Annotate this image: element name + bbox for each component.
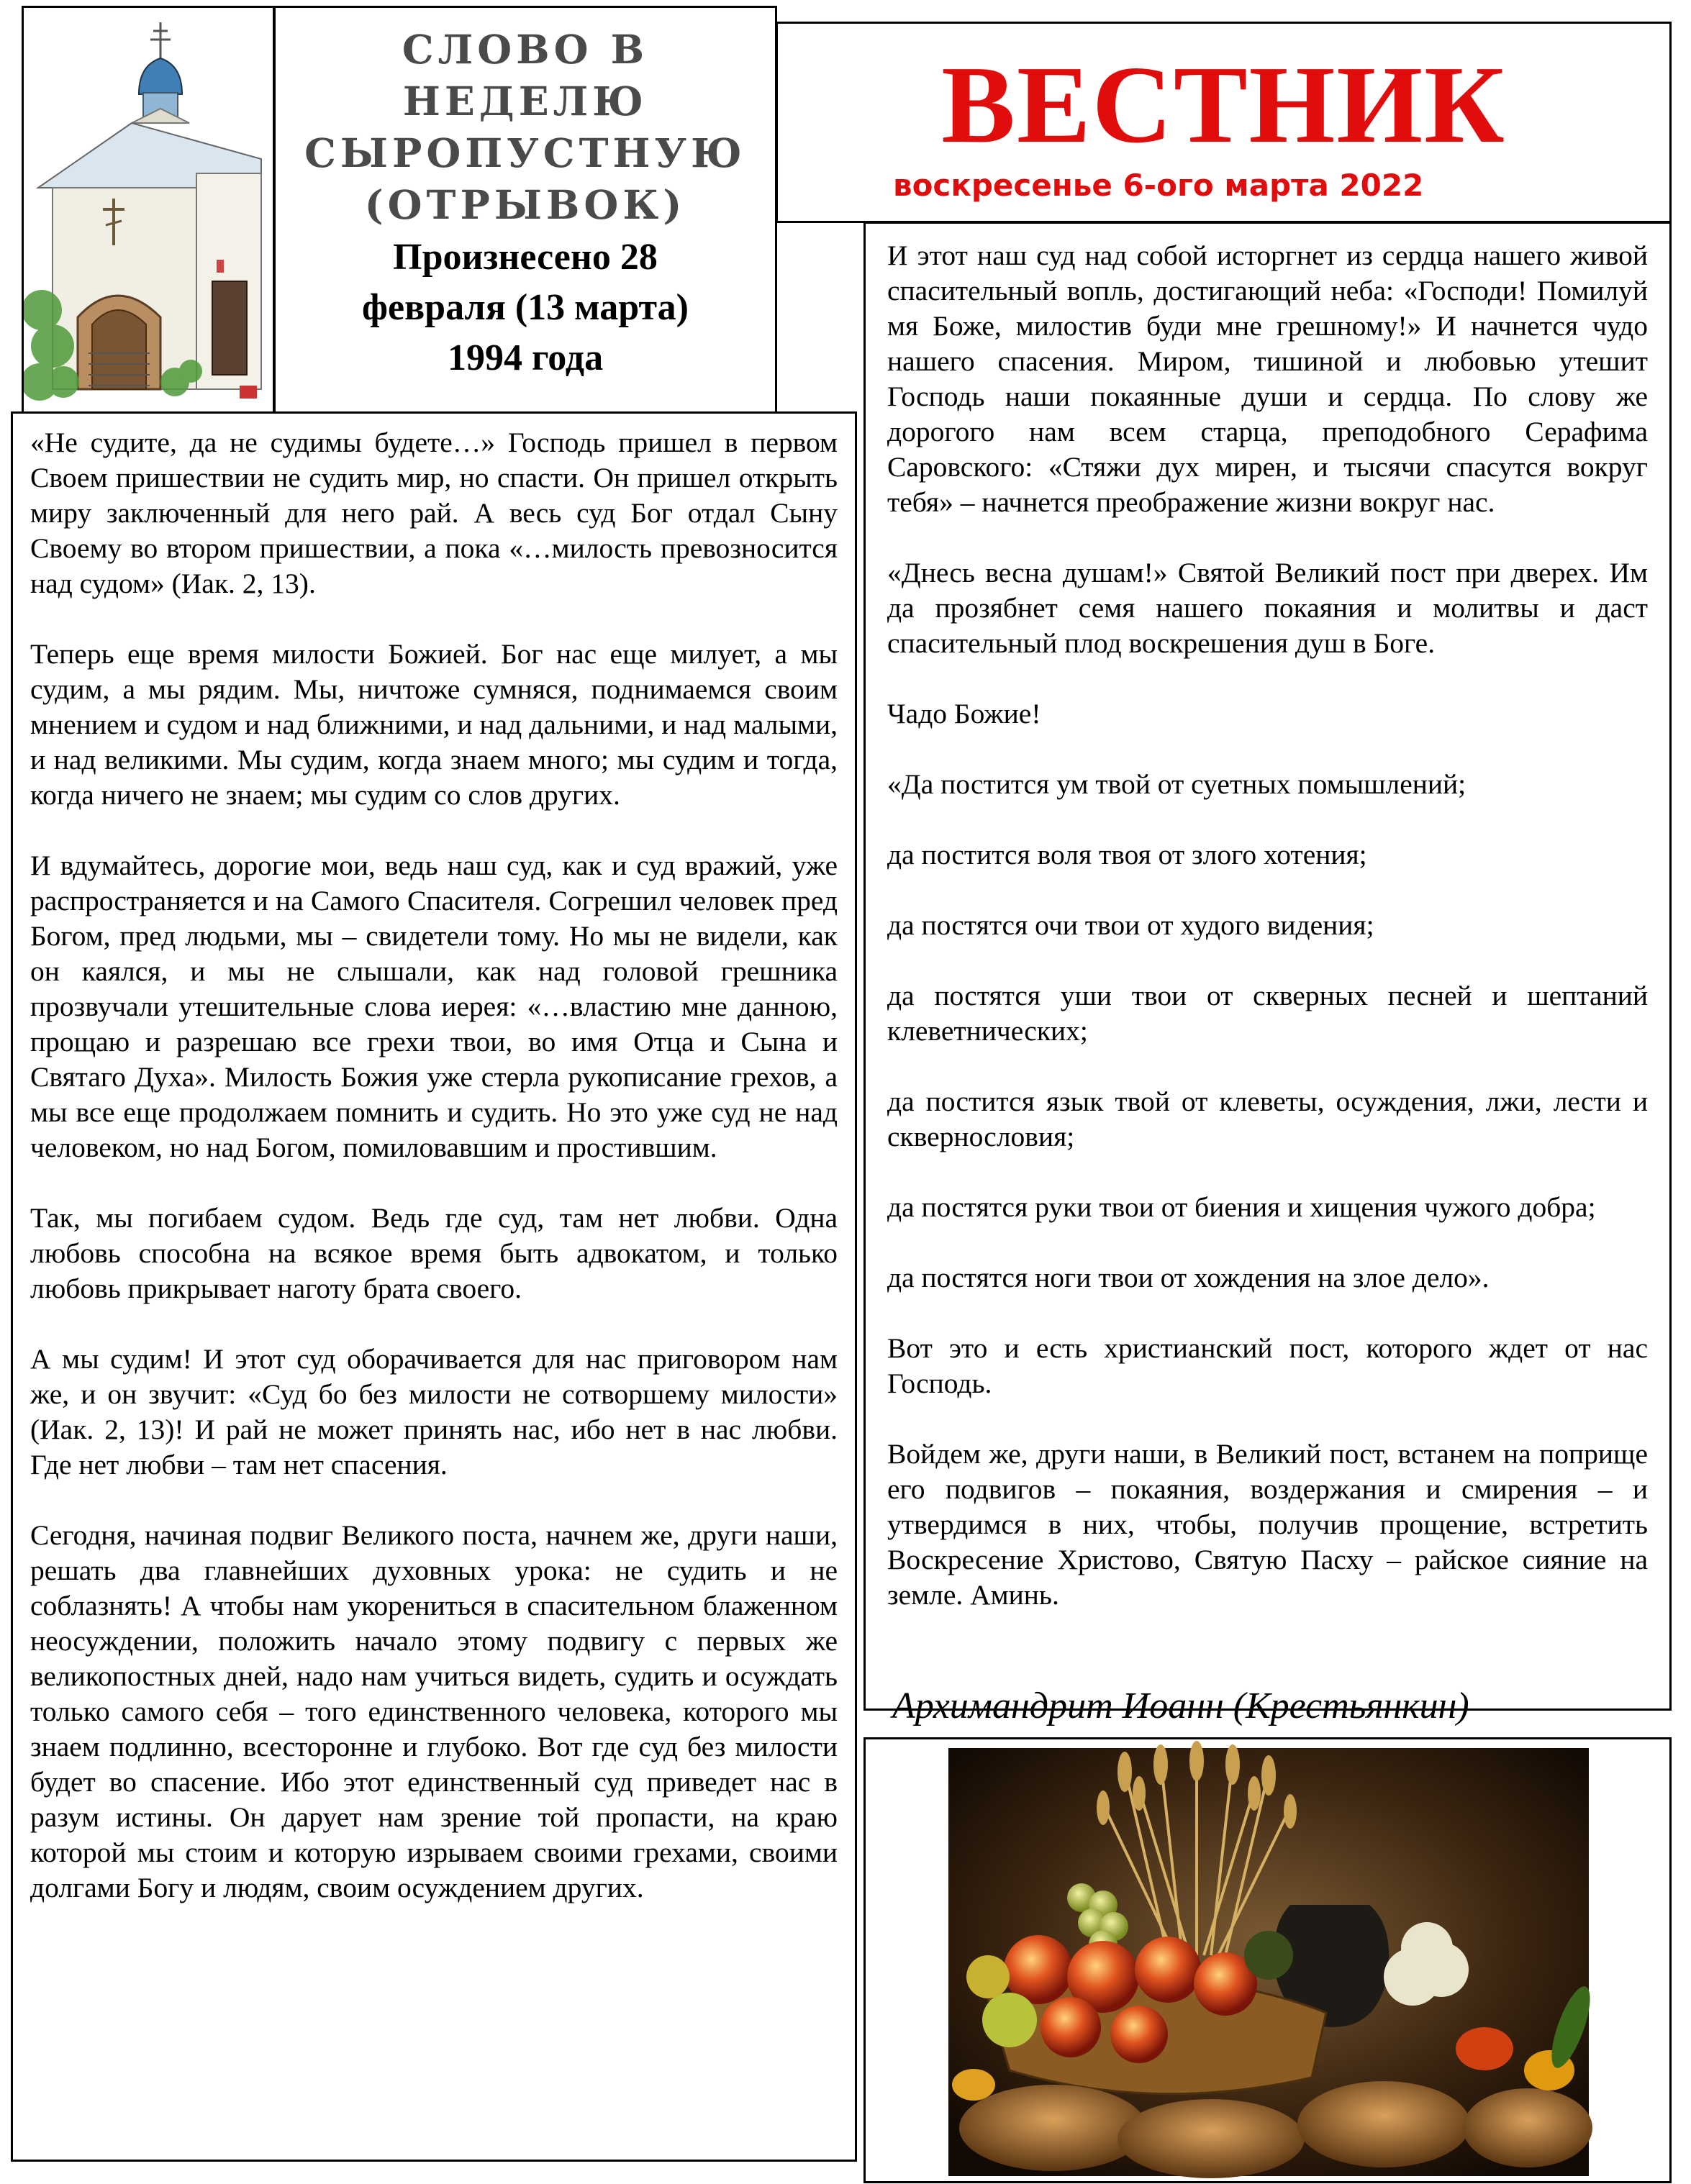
left-column-text bbox=[30, 425, 838, 1941]
paragraph: да постятся ноги твои от хождения на злое дело». bbox=[887, 1262, 1490, 1293]
fruit-basket-photo bbox=[866, 1739, 1669, 2181]
sermon-title-line: (ОТРЫВОК) bbox=[364, 181, 686, 228]
issue-date: воскресенье 6-ого марта 2022 bbox=[893, 168, 1424, 203]
paragraph: «Днесь весна душам!» Святой Великий пост при дверех. Им да прозябнет семя нашего покаяния и молитвы и даст спасительный плод воскрешения душ в Боге. bbox=[887, 557, 1648, 659]
church-dome bbox=[139, 58, 182, 94]
paragraph: Сегодня, начиная подвиг Великого поста, начнем же, други наши, решать два главнейших духовных урока: не судить и не соблазнять! А чтобы нам укорениться в спасительном блаженном неосуждении, положить начало этому подвигу с первых же великопостных дней, надо нам учиться видеть, судить и осуждать только самого себя – того единственного человека, которого мы знаем подлинно, всесторонне и глубоко. Вот где суд без милости будет во спасение. Ибо этот единственный суд приведет нас в разум истины. Он дарует нам зрение той пропасти, на краю которой мы стоим и которую изрываем своими грехами, своими долгами Богу и людям, своим осуждением других. bbox=[30, 1519, 838, 1903]
sermon-date-line: Произнесено 28 bbox=[393, 237, 658, 278]
right-column bbox=[863, 222, 1672, 1711]
left-column bbox=[11, 411, 857, 2162]
right-column-text bbox=[887, 238, 1648, 1648]
masthead-title: ВЕСТНИК bbox=[941, 44, 1506, 166]
paragraph: А мы судим! И этот суд оборачивается для нас приговором нам же, и он звучит: «Суд бо без милости не сотворшему милости» (Иак. 2, 13)! И рай не может принять нас, ибо нет в нас любви. Где нет любви – там нет спасения. bbox=[30, 1343, 838, 1480]
sermon-date-line: февраля (13 марта) bbox=[362, 287, 689, 328]
sermon-date-line: 1994 года bbox=[447, 337, 604, 378]
paragraph: Войдем же, други наши, в Великий пост, встанем на поприще его подвигов – покаяния, воздержания и смирения – и утвердимся в них, чтобы, получив прощение, встретить Воскресение Христово, Святую Пасху – райское сияние на земле. Аминь. bbox=[887, 1438, 1648, 1611]
author-signature: Архимандрит Иоанн (Крестьянкин) bbox=[892, 1685, 1469, 1726]
paragraph: Чадо Божие! bbox=[887, 698, 1041, 729]
paragraph: Теперь еще время милости Божией. Бог нас еще милует, а мы судим, а мы рядим. Мы, ничтоже сумняся, поднимаемся своим мнением и судом и над ближними, и над дальними, и над малыми, и над великими. Мы судим, когда знаем много; мы судим и тогда, когда ничего не знаем; мы судим со слов других. bbox=[30, 638, 838, 811]
church-cross-icon bbox=[150, 22, 171, 62]
paragraph: Вот это и есть христианский пост, которого ждет от нас Господь. bbox=[887, 1332, 1648, 1399]
photo-panel bbox=[863, 1737, 1672, 2183]
sermon-date bbox=[276, 232, 775, 383]
paragraph: Так, мы погибаем судом. Ведь где суд, там нет любви. Одна любовь способна на всякое время быть адвокатом, и только любовь прикрывает наготу брата своего. bbox=[30, 1202, 838, 1304]
paragraph: И вдумайтесь, дорогие мои, ведь наш суд, как и суд вражий, уже распространяется и на Самого Спасителя. Согрешил человек пред Богом, пред людьми, мы – свидетели тому. Но мы не видели, как он каялся, и мы не слышали, как над головой грешника прозвучали утешительные слова иерея: «…властию мне данною, прощаю и разрешаю все грехи твои, во имя Отца и Сына и Святаго Духа». Милость Божия уже стерла рукописание грехов, а мы все еще продолжаем помнить и судить. Но это уже суд не над человеком, но над Богом, помиловавшим и простившим. bbox=[30, 850, 838, 1163]
paragraph: да постятся очи твои от худого видения; bbox=[887, 909, 1374, 941]
paragraph: И этот наш суд над собой исторгнет из сердца нашего живой спасительный вопль, достигающий неба: «Господи! Помилуй мя Боже, милостив буди мне грешному!» И начнется чудо нашего спасения. Миром, тишиной и любовью утешит Господь наши покаянные души и сердца. По слову же дорогого нам всем старца, преподобного Серафима Саровского: «Стяжи дух мирен, и тысячи спасутся вокруг тебя» – начнется преображение жизни вокруг нас. bbox=[887, 240, 1648, 518]
paragraph: да постится язык твой от клеветы, осуждения, лжи, лести и сквернословия; bbox=[887, 1086, 1648, 1152]
church-illustration-panel bbox=[22, 6, 275, 414]
sermon-title-line: НЕДЕЛЮ bbox=[402, 78, 648, 124]
sermon-title bbox=[276, 24, 775, 231]
sermon-title-line: СЫРОПУСТНУЮ bbox=[304, 129, 746, 176]
paragraph: да постятся уши твои от скверных песней и шептаний клеветнических; bbox=[887, 980, 1648, 1047]
paragraph: да постятся руки твои от биения и хищения чужого добра; bbox=[887, 1191, 1596, 1223]
paragraph: «Не судите, да не судимы будете…» Господь пришел в первом Своем пришествии не судить мир, но спасти. Он пришел открыть миру заключенный для него рай. А весь суд Бог отдал Сыну Своему во втором пришествии, а пока «…милость превозносится над судом» (Иак. 2, 13). bbox=[30, 427, 838, 599]
masthead-panel bbox=[776, 22, 1672, 223]
paragraph: «Да постится ум твой от суетных помышлений; bbox=[887, 768, 1466, 800]
paragraph: да постится воля твоя от злого хотения; bbox=[887, 839, 1367, 870]
sermon-title-line: СЛОВО В bbox=[402, 26, 649, 73]
sermon-title-panel bbox=[273, 6, 777, 414]
church-illustration bbox=[24, 8, 273, 412]
